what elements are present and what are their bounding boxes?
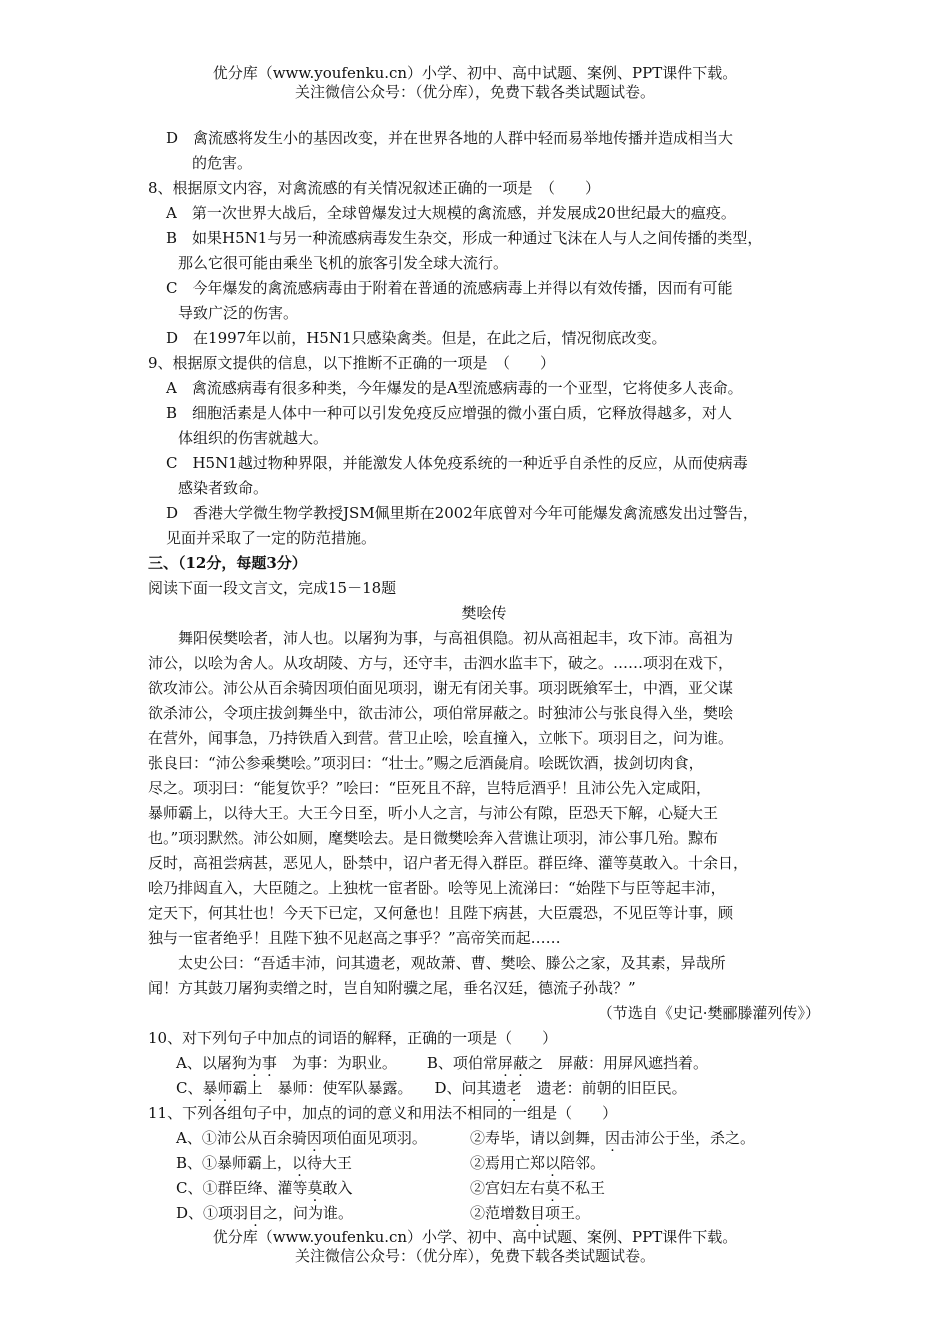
section-three-instruction: 阅读下面一段文言文，完成15－18题 [148, 579, 397, 597]
q10-c-text: C、暴师霸上 暴师：使军队暴露。 [176, 1079, 413, 1097]
q9-option-b-line2: 体组织的伤害就越大。 [178, 429, 329, 447]
passage-line: 也。”项羽默然。沛公如厕，麾樊哙去。是日微樊哙奔入营谯让项羽，沛公事几殆。黥布 [148, 829, 719, 847]
q8-option-d: D 在1997年以前，H5N1只感染禽类。但是，在此之后，情况彻底改变。 [166, 329, 667, 347]
passage-line: 闻！方其鼓刀屠狗卖缯之时，岂自知附骥之尾，垂名汉廷，德流子孙哉？” [148, 979, 636, 997]
footer-line-1: 优分库（www.youfenku.cn）小学、初中、高中试题、案例、PPT课件下载。 [212, 1228, 738, 1246]
passage-body [148, 626, 820, 1001]
section-three-title: 三、（12分，每题3分） [148, 554, 307, 572]
passage-line: 欲杀沛公，令项庄拔剑舞坐中，欲击沛公，项伯常屏蔽之。时独沛公与张良得入坐，樊哙 [148, 704, 734, 722]
q11-stem: 11、下列各组句子中，加点的词的意义和用法不相同的一组是（ ） [148, 1104, 618, 1122]
q9-option-d-line1: D 香港大学微生物学教授JSM佩里斯在2002年底曾对今年可能爆发禽流感发出过警告， [166, 504, 758, 522]
q8-option-c-line1: C 今年爆发的禽流感病毒由于附着在普通的流感病毒上并得以有效传播，因而有可能 [166, 279, 733, 297]
q8-option-b-line2: 那么它很可能由乘坐飞机的旅客引发全球大流行。 [178, 254, 509, 272]
q9-option-c-line1: C H5N1越过物种界限，并能激发人体免疫系统的一种近乎自杀性的反应，从而使病毒 [166, 454, 748, 472]
passage-source: （节选自《史记·樊郦滕灌列传》） [597, 1004, 820, 1022]
passage-line: 在营外，闻事急，乃持铁盾入到营。营卫止哙，哙直撞入，立帐下。项羽目之，问为谁。 [148, 729, 734, 747]
page-footer [0, 1228, 950, 1266]
q8-option-b-line1: B 如果H5N1与另一种流感病毒发生杂交，形成一种通过飞沫在人与人之间传播的类型， [166, 229, 763, 247]
q9-option-d-line2: 见面并采取了一定的防范措施。 [166, 529, 377, 547]
header-line-2: 关注微信公众号：（优分库），免费下载各类试题试卷。 [294, 83, 655, 101]
passage-line: 暴师霸上，以待大王。大王今日至，听小人之言，与沛公有隙，臣恐天下解，心疑大王 [148, 804, 719, 822]
q10-a-text: A、以屠狗为事 为事：为职业。 [176, 1054, 397, 1072]
q9-option-a: A 禽流感病毒有很多种类，今年爆发的是A型流感病毒的一个亚型，它将使多人丧命。 [166, 379, 743, 397]
q11-option-c: C、①群臣绛、灌等莫敢入 ②宫妇左右莫不私王 [176, 1179, 606, 1197]
passage-line: 张良曰：“沛公参乘樊哙。”项羽曰：“壮士。”赐之卮酒彘肩。哙既饮酒，拔剑切肉食， [148, 754, 704, 772]
q9-option-b-line1: B 细胞活素是人体中一种可以引发免疫反应增强的微小蛋白质，它释放得越多，对人 [166, 404, 733, 422]
q10-options-cd [148, 1076, 820, 1101]
footer-line-2: 关注微信公众号：（优分库），免费下载各类试题试卷。 [294, 1247, 655, 1265]
q8-option-c-line2: 导致广泛的伤害。 [178, 304, 299, 322]
exam-content [148, 126, 820, 1226]
q7-option-d-line2: 的危害。 [192, 154, 253, 172]
passage-line: 定天下，何其壮也！今天下已定，又何惫也！且陛下病甚，大臣震恐，不见臣等计事，顾 [148, 904, 734, 922]
passage-line: 独与一宦者绝乎！且陛下独不见赵高之事乎？”高帝笑而起…… [148, 929, 561, 947]
q11-option-d: D、①项羽目之，问为谁。 ②范增数目项王。 [176, 1204, 591, 1222]
q10-options-ab [148, 1051, 820, 1076]
q9-option-c-line2: 感染者致命。 [178, 479, 269, 497]
passage-line: 哙乃排闼直入，大臣随之。上独枕一宦者卧。哙等见上流涕曰：“始陛下与臣等起丰沛， [148, 879, 726, 897]
q10-b-text: B、项伯常屏蔽之 屏蔽：用屏风遮挡着。 [426, 1054, 708, 1072]
q11-option-b: B、①暴师霸上，以待大王 ②焉用亡郑以陪邻。 [176, 1154, 606, 1172]
q8-stem: 8、根据原文内容，对禽流感的有关情况叙述正确的一项是 （ ） [148, 179, 601, 197]
q7-option-d-line1: D 禽流感将发生小的基因改变，并在世界各地的人群中轻而易举地传播并造成相当大 [166, 129, 734, 147]
passage-line: 尽之。项羽曰：“能复饮乎？”哙曰：“臣死且不辞，岂特卮酒乎！且沛公先入定咸阳， [148, 779, 712, 797]
passage-line: 太史公曰：“吾适丰沛，问其遗老，观故萧、曹、樊哙、滕公之家，及其素，异哉所 [148, 954, 726, 972]
q9-stem: 9、根据原文提供的信息，以下推断不正确的一项是 （ ） [148, 354, 556, 372]
q10-stem: 10、对下列句子中加点的词语的解释，正确的一项是（ ） [148, 1029, 558, 1047]
page-header [0, 64, 950, 102]
passage-line: 舞阳侯樊哙者，沛人也。以屠狗为事，与高祖俱隐。初从高祖起丰，攻下沛。高祖为 [148, 629, 734, 647]
q11-option-a: A、①沛公从百余骑因项伯面见项羽。 ②寿毕，请以剑舞，因击沛公于坐，杀之。 [176, 1129, 756, 1147]
header-line-1: 优分库（www.youfenku.cn）小学、初中、高中试题、案例、PPT课件下载。 [212, 64, 738, 82]
q8-option-a: A 第一次世界大战后，全球曾爆发过大规模的禽流感，并发展成20世纪最大的瘟疫。 [166, 204, 736, 222]
passage-line: 沛公，以哙为舍人。从攻胡陵、方与，还守丰，击泗水监丰下，破之。……项羽在戏下， [148, 654, 734, 672]
passage-line: 欲攻沛公。沛公从百余骑因项伯面见项羽，谢无有闭关事。项羽既飨军士，中酒，亚父谋 [148, 679, 734, 697]
passage-title: 樊哙传 [461, 604, 507, 622]
q10-d-text: D、问其遗老 遗老：前朝的旧臣民。 [434, 1079, 687, 1097]
passage-line: 反时，高祖尝病甚，恶见人，卧禁中，诏户者无得入群臣。群臣绛、灌等莫敢入。十余日， [148, 854, 749, 872]
